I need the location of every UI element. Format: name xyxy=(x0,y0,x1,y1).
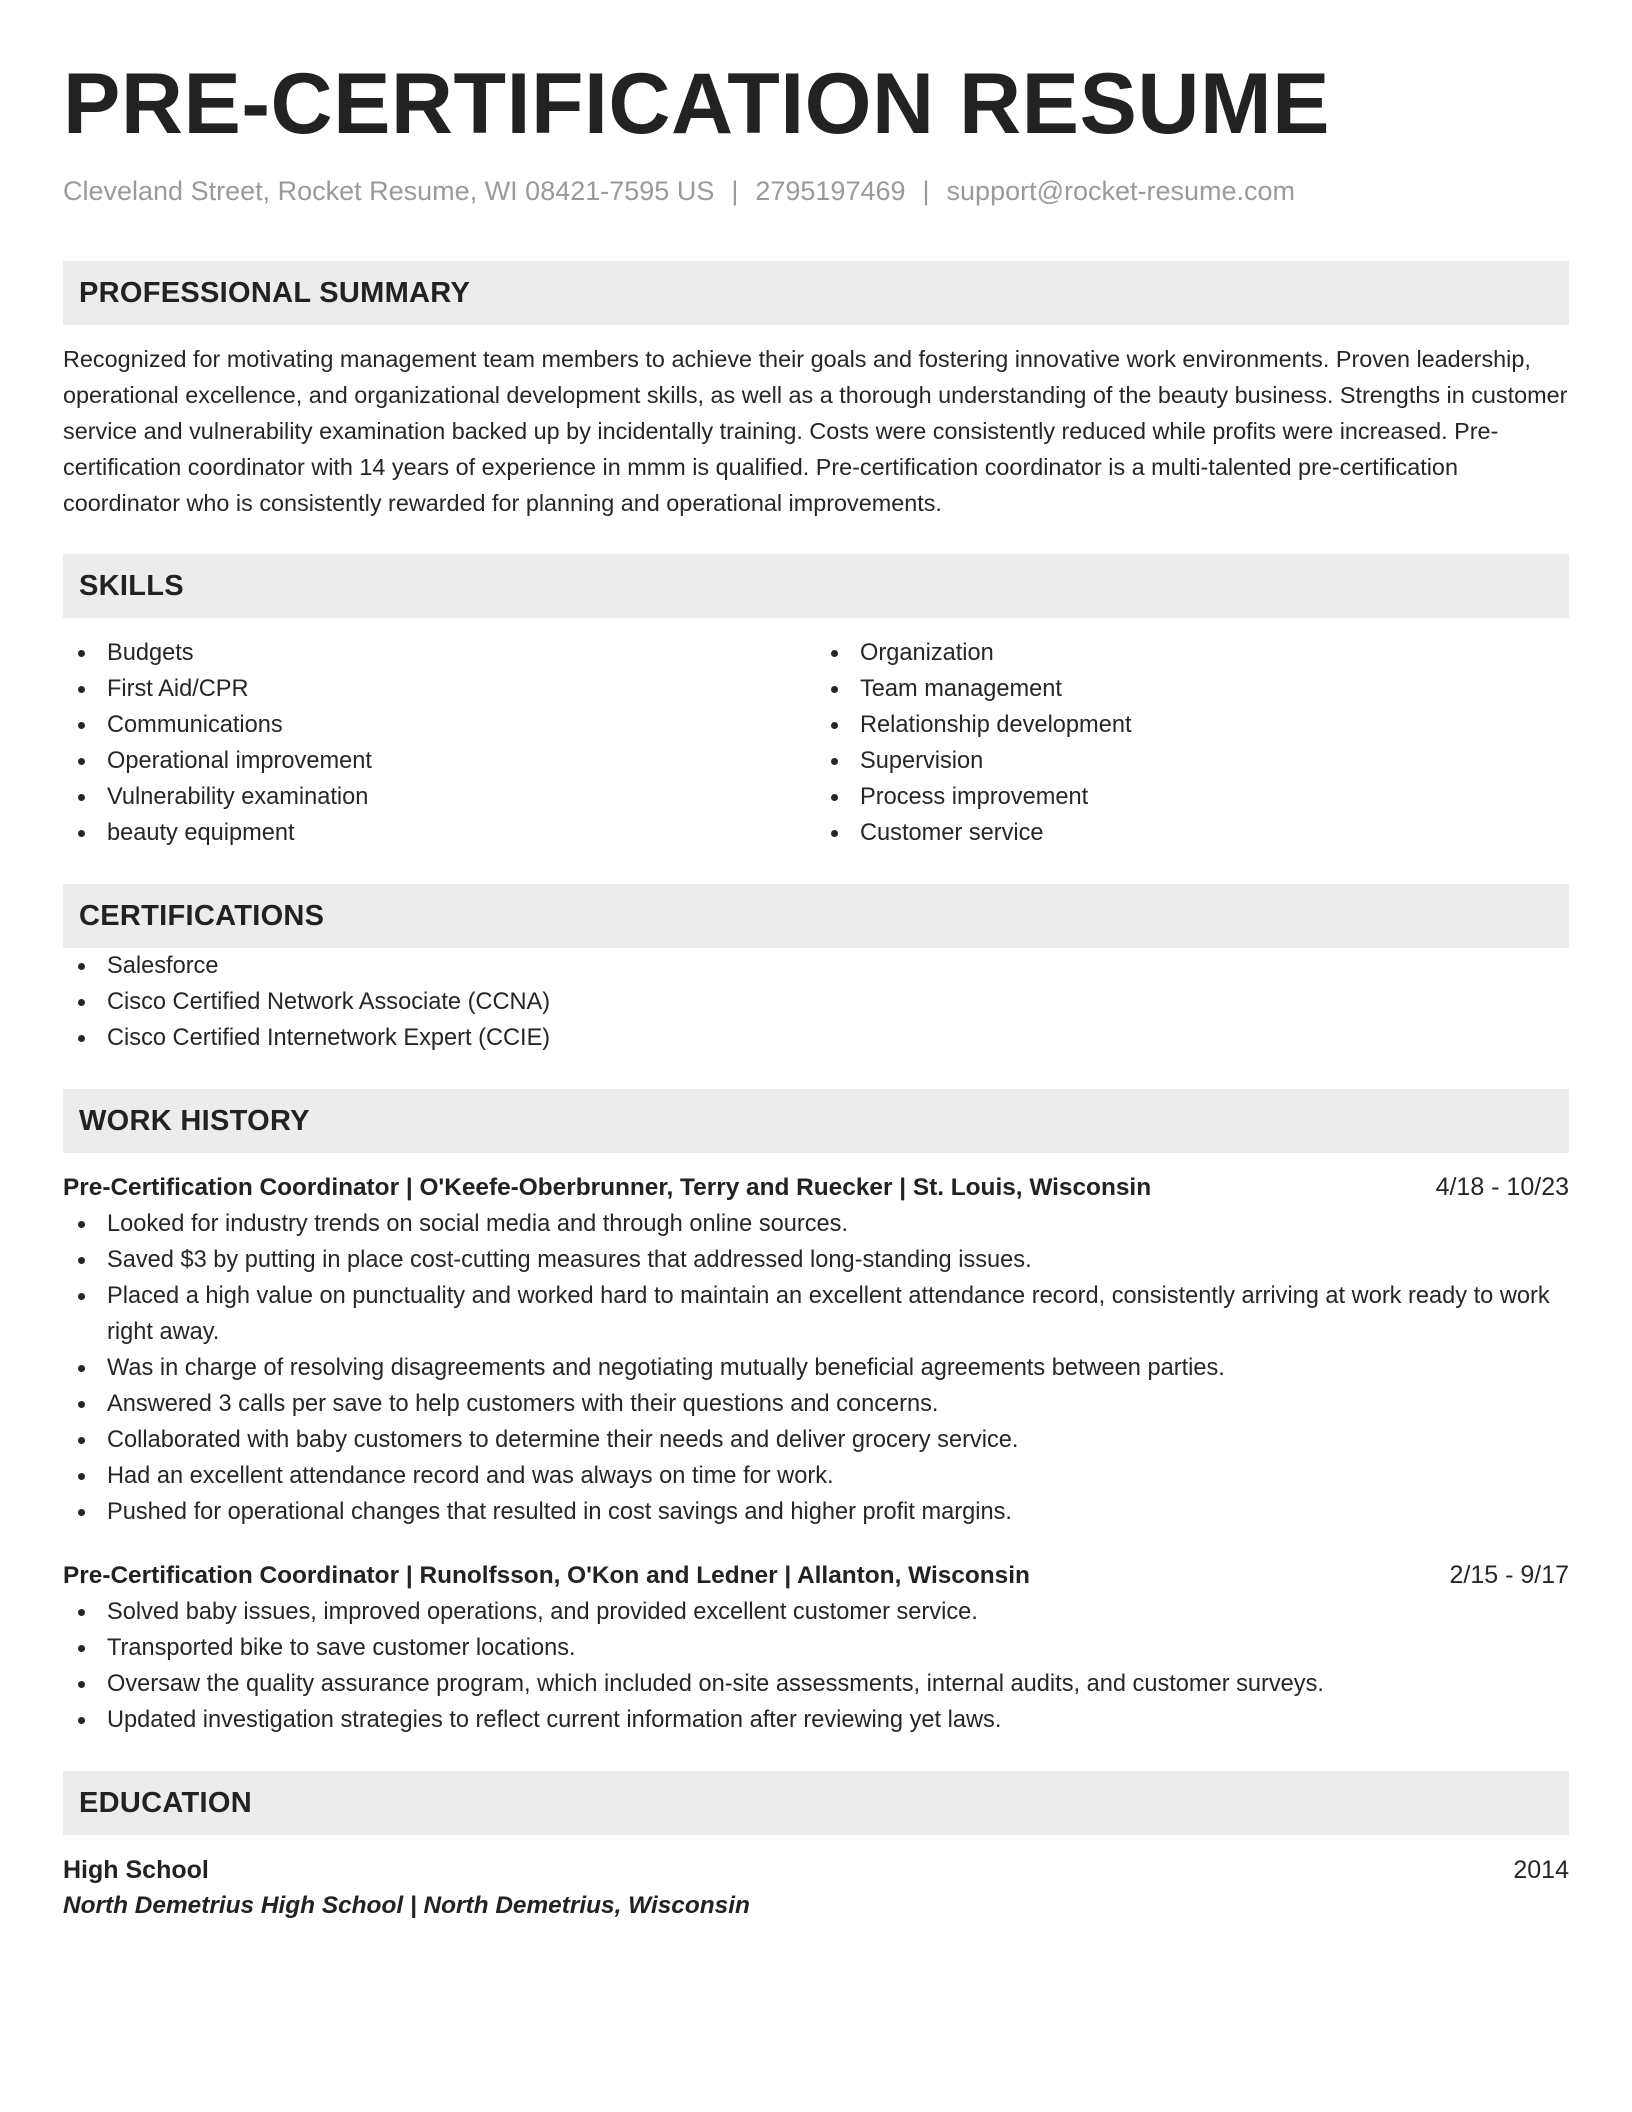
skill-item: Operational improvement xyxy=(63,743,816,779)
job-entry-2-bullets xyxy=(63,1594,1569,1738)
job-dates: 4/18 - 10/23 xyxy=(1435,1173,1569,1201)
resume-title: PRE-CERTIFICATION RESUME xyxy=(63,56,1330,152)
contact-separator: | xyxy=(922,176,930,206)
skills-list-left xyxy=(63,635,816,851)
section-heading-summary: PROFESSIONAL SUMMARY xyxy=(63,261,1569,325)
job-bullet: Updated investigation strategies to reflect current information after reviewing yet laws. xyxy=(63,1702,1569,1738)
certification-item: Salesforce xyxy=(63,948,1569,984)
job-entry-1-header xyxy=(63,1169,1569,1206)
section-heading-skills: SKILLS xyxy=(63,554,1569,618)
job-dates: 2/15 - 9/17 xyxy=(1449,1561,1569,1589)
education-year: 2014 xyxy=(1513,1856,1569,1884)
job-bullet: Was in charge of resolving disagreements and negotiating mutually beneficial agreements between parties. xyxy=(63,1350,1569,1386)
education-entry-header xyxy=(63,1852,1569,1888)
skill-item: Communications xyxy=(63,707,816,743)
job-title: Pre-Certification Coordinator | O'Keefe-Oberbrunner, Terry and Ruecker | St. Louis, Wisconsin xyxy=(63,1174,1152,1201)
job-bullet: Saved $3 by putting in place cost-cutting measures that addressed long-standing issues. xyxy=(63,1242,1569,1278)
contact-phone: 2795197469 xyxy=(755,176,906,206)
contact-email: support@rocket-resume.com xyxy=(946,176,1296,206)
job-bullet: Transported bike to save customer locations. xyxy=(63,1630,1569,1666)
job-bullet: Looked for industry trends on social media and through online sources. xyxy=(63,1206,1569,1242)
skill-item: Process improvement xyxy=(816,779,1569,815)
job-bullet: Had an excellent attendance record and was always on time for work. xyxy=(63,1458,1569,1494)
job-bullet: Placed a high value on punctuality and worked hard to maintain an excellent attendance record, consistently arriving at work ready to work right away. xyxy=(63,1278,1569,1350)
section-heading-education: EDUCATION xyxy=(63,1771,1569,1835)
contact-address: Cleveland Street, Rocket Resume, WI 08421-7595 US xyxy=(63,176,715,206)
skill-item: Supervision xyxy=(816,743,1569,779)
education-school: North Demetrius High School | North Demetrius, Wisconsin xyxy=(63,1892,750,1919)
contact-separator: | xyxy=(731,176,739,206)
job-bullet: Solved baby issues, improved operations, and provided excellent customer service. xyxy=(63,1594,1569,1630)
skills-columns xyxy=(63,635,1569,851)
job-entry-1-bullets xyxy=(63,1206,1569,1530)
skill-item: First Aid/CPR xyxy=(63,671,816,707)
contact-line xyxy=(63,174,1569,208)
skill-item: Vulnerability examination xyxy=(63,779,816,815)
job-bullet: Collaborated with baby customers to determine their needs and deliver grocery service. xyxy=(63,1422,1569,1458)
skill-item: beauty equipment xyxy=(63,815,816,851)
skill-item: Team management xyxy=(816,671,1569,707)
certifications-list xyxy=(63,948,1569,1056)
section-heading-certifications: CERTIFICATIONS xyxy=(63,884,1569,948)
summary-text: Recognized for motivating management team members to achieve their goals and fostering innovative work environments. Proven leadership, operational excellence, and organizational development skills, as well as a thorough understanding of the beauty business. Strengths in customer service and vulnerability examination backed up by incidentally training. Costs were consistently reduced while profits were increased. Pre-certification coordinator with 14 years of experience in mmm is qualified. Pre-certification coordinator is a multi-talented pre-certification coordinator who is consistently rewarded for planning and operational improvements. xyxy=(63,346,1568,516)
certification-item: Cisco Certified Internetwork Expert (CCIE) xyxy=(63,1020,1569,1056)
skill-item: Relationship development xyxy=(816,707,1569,743)
job-bullet: Pushed for operational changes that resulted in cost savings and higher profit margins. xyxy=(63,1494,1569,1530)
certification-item: Cisco Certified Network Associate (CCNA) xyxy=(63,984,1569,1020)
job-title: Pre-Certification Coordinator | Runolfsson, O'Kon and Ledner | Allanton, Wisconsin xyxy=(63,1562,1030,1589)
skill-item: Budgets xyxy=(63,635,816,671)
job-bullet: Oversaw the quality assurance program, which included on-site assessments, internal audits, and customer surveys. xyxy=(63,1666,1569,1702)
skill-item: Organization xyxy=(816,635,1569,671)
skills-list-right xyxy=(816,635,1569,851)
job-bullet: Answered 3 calls per save to help customers with their questions and concerns. xyxy=(63,1386,1569,1422)
skill-item: Customer service xyxy=(816,815,1569,851)
job-entry-2-header xyxy=(63,1557,1569,1594)
education-degree: High School xyxy=(63,1856,209,1884)
section-heading-work-history: WORK HISTORY xyxy=(63,1089,1569,1153)
